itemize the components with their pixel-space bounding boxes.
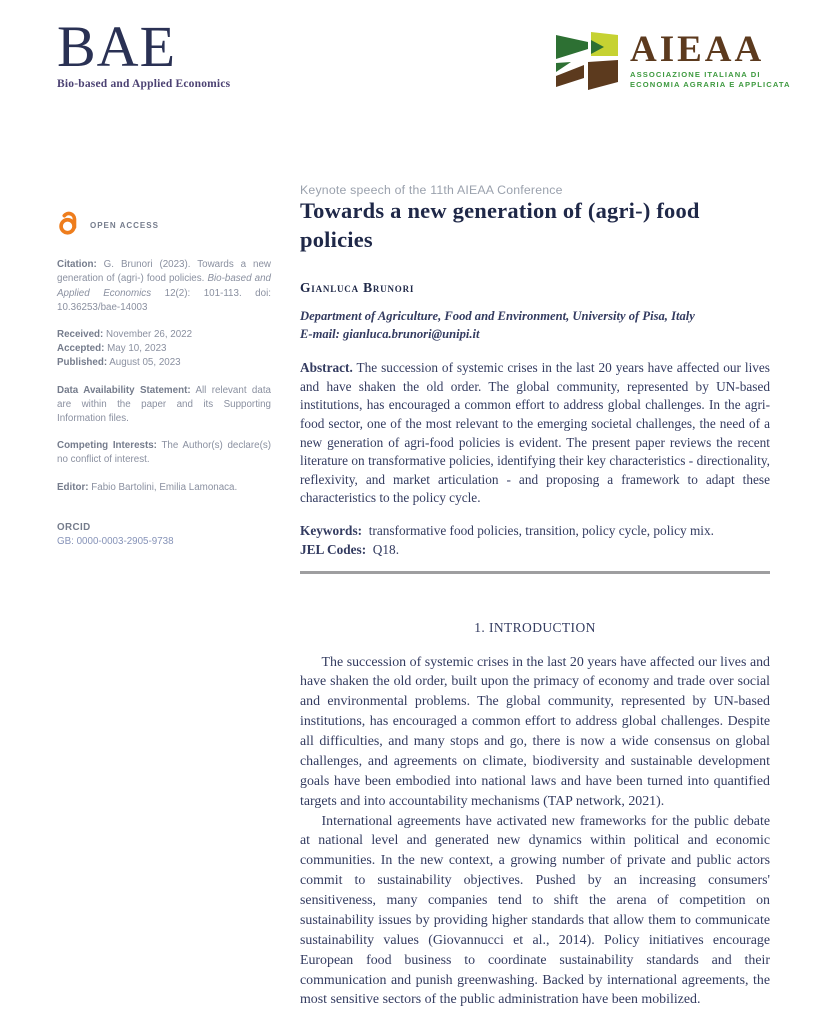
citation-block (57, 258, 271, 315)
competing-interests-text: The Author(s) declare(s) no conflict of interest. (57, 440, 271, 465)
data-availability-text: All relevant data are within the paper and its Supporting Information files. (57, 385, 271, 424)
open-access-lock-icon (57, 210, 83, 241)
citation-journal-name: Bio-based and Applied Economics (57, 273, 271, 298)
accepted-date: May 10, 2023 (107, 343, 166, 354)
article-metadata-sidebar (57, 210, 271, 562)
bae-logo-tagline: Bio-based and Applied Economics (57, 78, 287, 90)
data-availability-label: Data Availability Statement: (57, 385, 191, 396)
jel-codes-text: Q18. (373, 542, 399, 557)
keywords-block (300, 521, 770, 560)
aieaa-tagline-line1: ASSOCIAZIONE ITALIANA DI (630, 70, 791, 80)
aieaa-association-logo (556, 32, 791, 97)
aieaa-fields-icon (556, 32, 620, 97)
conference-kicker: Keynote speech of the 11th AIEAA Conference (300, 183, 770, 197)
aieaa-logo-acronym: AIEAA (630, 32, 791, 67)
competing-interests-label: Competing Interests: (57, 440, 157, 451)
competing-interests-block (57, 439, 271, 467)
published-date: August 05, 2023 (109, 357, 180, 368)
abstract-label: Abstract. (300, 360, 353, 375)
section-divider-rule (300, 571, 770, 574)
editor-label: Editor: (57, 482, 89, 493)
article-title: Towards a new generation of (agri-) food policies (300, 197, 770, 255)
abstract-block (300, 359, 770, 508)
open-access-badge (57, 210, 271, 241)
affiliation-text: Department of Agriculture, Food and Environment, University of Pisa, Italy (300, 309, 695, 323)
citation-label: Citation: (57, 259, 97, 270)
editor-names: Fabio Bartolini, Emilia Lamonaca. (91, 482, 237, 493)
received-label: Received: (57, 329, 103, 340)
keywords-label: Keywords: (300, 523, 362, 538)
dates-block (57, 328, 271, 371)
citation-doi: 12(2): 101-113. doi: 10.36253/bae-14003 (57, 288, 271, 313)
accepted-label: Accepted: (57, 343, 104, 354)
author-name: Gianluca Brunori (300, 280, 770, 296)
email-address: gianluca.brunori@unipi.it (343, 327, 479, 341)
orcid-id: GB: 0000-0003-2905-9738 (57, 535, 271, 549)
data-availability-block (57, 384, 271, 427)
editor-block (57, 481, 271, 495)
keywords-text: transformative food policies, transition, policy cycle, policy mix. (369, 523, 714, 538)
author-affiliation (300, 307, 770, 344)
abstract-text: The succession of systemic crises in the last 20 years have affected our lives and have shaken the old order. The global community, represented by UN-based institutions, has encouraged a common effort to address global challenges. In the agri-food sector, one of the most relevant to the emerging societal challenges, the need of a new generation of agri-food policies is evident. The present paper reviews the recent literature on transformative policies, identifying their key characteristics - directionality, reflexivity, and market articulation - and proposing a framework to adapt these characteristics to the policy cycle. (300, 360, 770, 505)
intro-paragraph-1: The succession of systemic crises in the last 20 years have affected our lives and have shaken the old order, built upon the primacy of economy and trade over social and environmental problems. The global community, represented by UN-based institutions, has encouraged a common effort to address global challenges. Despite all difficulties, and many stops and go, there is now a wide consensus on global challenges, and agreements on climate, biodiversity and sustainable development goals have been embodied into national laws and have been turned into quantified targets and into accountability mechanisms (TAP network, 2021). (300, 653, 770, 812)
orcid-label: ORCID (57, 521, 271, 535)
aieaa-tagline-line2: ECONOMIA AGRARIA E APPLICATA (630, 80, 791, 90)
bae-journal-logo (57, 18, 287, 90)
open-access-label: OPEN ACCESS (90, 220, 159, 232)
bae-logo-acronym: BAE (57, 18, 287, 76)
article-main-column (300, 183, 770, 1010)
section-heading-introduction: 1. INTRODUCTION (300, 620, 770, 636)
introduction-body (300, 653, 770, 1010)
published-label: Published: (57, 357, 107, 368)
received-date: November 26, 2022 (106, 329, 192, 340)
jel-codes-label: JEL Codes: (300, 542, 366, 557)
intro-paragraph-2: International agreements have activated new frameworks for the public debate at national level and generated new dynamics within political and economic communities. In the new context, a growing number of private and public actors commit to sustainability objectives. Pushed by an increasing consumers' sensitiveness, many companies tend to shift the arena of competition on sustainability issues by providing higher standards that allow them to communicate sustainability values (Giovannucci et al., 2014). Policy initiatives encourage European food business to coordinate sustainability standards and their communication and punish greenwashing. Backed by international agreements, the most sensitive sectors of the public administration have been mobilized. (300, 812, 770, 1010)
orcid-block (57, 521, 271, 549)
citation-text: G. Brunori (2023). Towards a new generation of (agri-) food policies. (57, 259, 271, 284)
email-label: E-mail: (300, 327, 340, 341)
